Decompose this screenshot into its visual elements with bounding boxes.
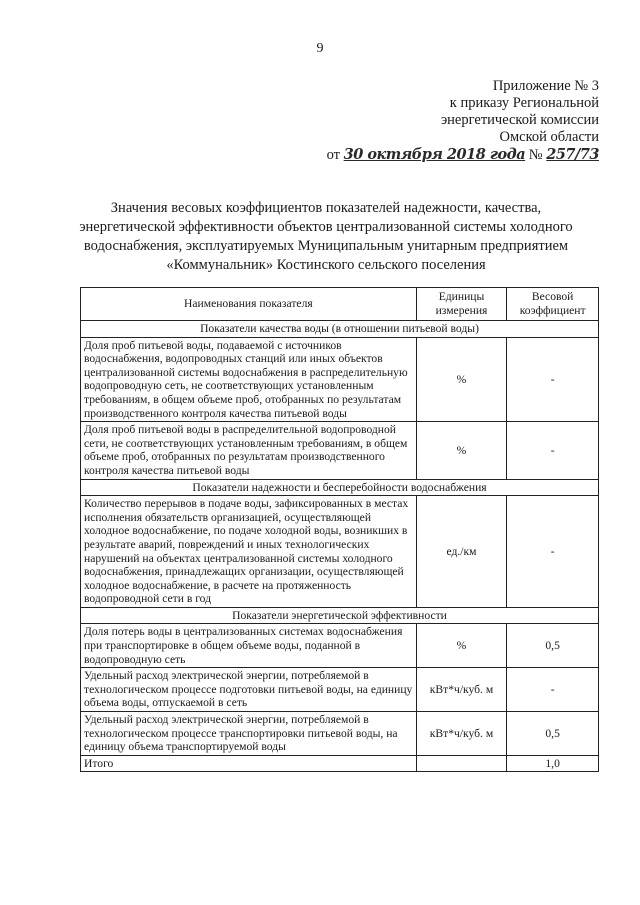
total-label: Итого xyxy=(81,755,417,772)
title-line-2: энергетической эффективности объектов централизованной системы холодного xyxy=(79,219,573,235)
indicator-coef: - xyxy=(507,668,599,712)
indicator-unit: % xyxy=(416,422,507,479)
indicator-name: Доля проб питьевой воды в распределительной водопроводной сети, не соответствующих установленным требованиям, в общем объеме проб, отобранных по результатам производственного контроля качества питьевой воды xyxy=(81,422,417,479)
from-label: от xyxy=(326,147,341,163)
handwritten-date: 30 октября 2018 года xyxy=(343,146,526,163)
number-label: № xyxy=(528,147,543,163)
total-coef: 1,0 xyxy=(507,755,599,772)
appendix-line-2: к приказу Региональной xyxy=(449,95,599,111)
table-row xyxy=(81,712,599,756)
appendix-line-1: Приложение № 3 xyxy=(492,78,599,94)
section-title: Показатели надежности и бесперебойности водоснабжения xyxy=(81,479,599,496)
indicator-unit: % xyxy=(416,337,507,422)
appendix-line-4: Омской области xyxy=(499,129,599,145)
section-title: Показатели качества воды (в отношении питьевой воды) xyxy=(81,321,599,338)
header-unit-line-2: измерения xyxy=(435,304,488,317)
section-title: Показатели энергетической эффективности xyxy=(81,607,599,624)
indicator-coef: 0,5 xyxy=(507,712,599,756)
title-line-4: «Коммунальник» Костинского сельского поселения xyxy=(166,257,486,273)
order-date-number xyxy=(327,146,599,164)
indicator-name: Доля проб питьевой воды, подаваемой с источников водоснабжения, водопроводных станций или иных объектов централизованной системы водоснабжения в распределительную водопроводную сеть, не соответствующих установленным требованиям, в общем объеме проб, отобранных по результатам производственного контроля качества питьевой воды xyxy=(81,337,417,422)
indicator-coef: - xyxy=(507,337,599,422)
indicator-name: Удельный расход электрической энергии, потребляемой в технологическом процессе подготовки питьевой воды, на единицу объема воды, отпускаемой в сеть xyxy=(81,668,417,712)
header-name: Наименования показателя xyxy=(81,288,417,321)
table-row xyxy=(81,668,599,712)
appendix-line-3: энергетической комиссии xyxy=(440,112,599,128)
header-unit-line-1: Единицы xyxy=(438,290,485,304)
total-row xyxy=(81,755,599,772)
indicator-name: Количество перерывов в подаче воды, зафиксированных в местах исполнения обязательств организацией, осуществляющей холодное водоснабжение, по подаче холодной воды, возникших в результате аварий, повреждений и иных технологических нарушений на объектах централизованной системы холодного водоснабжения, принадлежащих организации, осуществляющей холодное водоснабжение, в расчете на протяженность водопроводной сети в год xyxy=(81,496,417,608)
indicator-coef: - xyxy=(507,496,599,608)
table-row xyxy=(81,422,599,479)
document-title xyxy=(70,199,582,275)
indicator-unit: ед./км xyxy=(416,496,507,608)
title-line-1: Значения весовых коэффициентов показателей надежности, качества, xyxy=(110,200,542,216)
indicator-unit: кВт*ч/куб. м xyxy=(416,668,507,712)
header-coef xyxy=(507,288,599,321)
table-row xyxy=(81,624,599,668)
page-number: 9 xyxy=(316,41,324,56)
indicator-coef: - xyxy=(507,422,599,479)
table-row xyxy=(81,337,599,422)
title-line-3: водоснабжения, эксплуатируемых Муниципальным унитарным предприятием xyxy=(83,238,569,254)
header-coef-line-2: коэффициент xyxy=(519,304,586,317)
indicator-name: Доля потерь воды в централизованных системах водоснабжения при транспортировке в общем объеме воды, поданной в водопроводную сеть xyxy=(81,624,417,668)
section-row xyxy=(81,479,599,496)
handwritten-number: 257/73 xyxy=(546,146,599,163)
section-row xyxy=(81,321,599,338)
indicator-coef: 0,5 xyxy=(507,624,599,668)
section-row xyxy=(81,607,599,624)
indicator-unit: кВт*ч/куб. м xyxy=(416,712,507,756)
indicator-name: Удельный расход электрической энергии, потребляемой в технологическом процессе транспортировки питьевой воды, на единицу объема транспортируемой воды xyxy=(81,712,417,756)
header-unit xyxy=(416,288,507,321)
total-unit xyxy=(416,755,507,772)
appendix-header xyxy=(441,78,599,146)
indicator-unit: % xyxy=(416,624,507,668)
table-header-row xyxy=(81,288,599,321)
header-coef-line-1: Весовой xyxy=(531,290,574,304)
coefficients-table xyxy=(80,287,599,772)
table-row xyxy=(81,496,599,608)
